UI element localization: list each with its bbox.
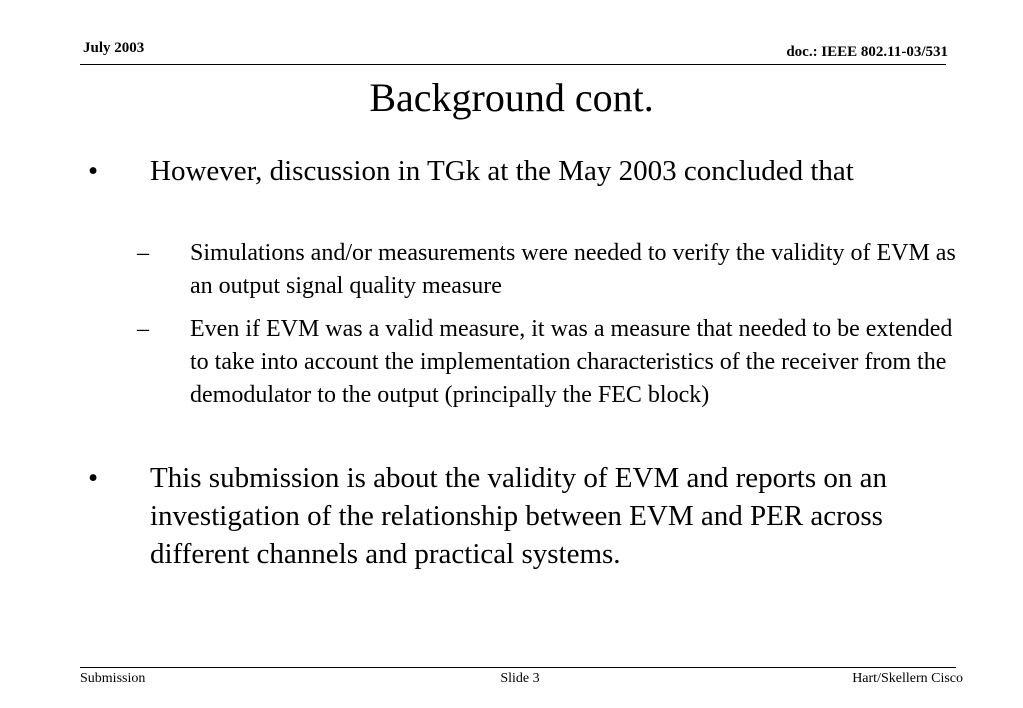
- sub-bullet-1-1-text: Simulations and/or measurements were needed to verify the validity of EVM as an output signal quality measure: [190, 240, 956, 299]
- header-date: July 2003: [83, 40, 145, 56]
- bullet-marker: •: [88, 462, 99, 494]
- bullet-1: [88, 152, 960, 190]
- sub-bullet-marker: –: [137, 240, 149, 266]
- header-doc-id: doc.: IEEE 802.11-03/531: [786, 44, 948, 60]
- bullet-marker: •: [88, 155, 99, 187]
- footer-slide-number: Slide 3: [500, 671, 540, 686]
- sub-bullet-1-2: [137, 313, 960, 412]
- bullet-2: [88, 459, 960, 573]
- sub-bullet-1-1: [137, 237, 960, 303]
- sub-bullet-marker: –: [137, 316, 149, 342]
- footer-authors: Hart/Skellern Cisco: [852, 671, 963, 686]
- bullet-2-text: This submission is about the validity of EVM and reports on an investigation of the relationship between EVM and PER across different channels and practical systems.: [150, 462, 888, 570]
- header-divider: [80, 64, 946, 65]
- bullet-1-text: However, discussion in TGk at the May 2003 concluded that: [150, 155, 854, 187]
- slide-title: Background cont.: [369, 75, 654, 120]
- sub-bullet-1-2-text: Even if EVM was a valid measure, it was a measure that needed to be extended to take into account the implementation characteristics of the receiver from the demodulator to the output (principally the FEC block): [190, 316, 953, 408]
- footer-divider: [80, 667, 956, 668]
- footer-submission: Submission: [80, 671, 146, 686]
